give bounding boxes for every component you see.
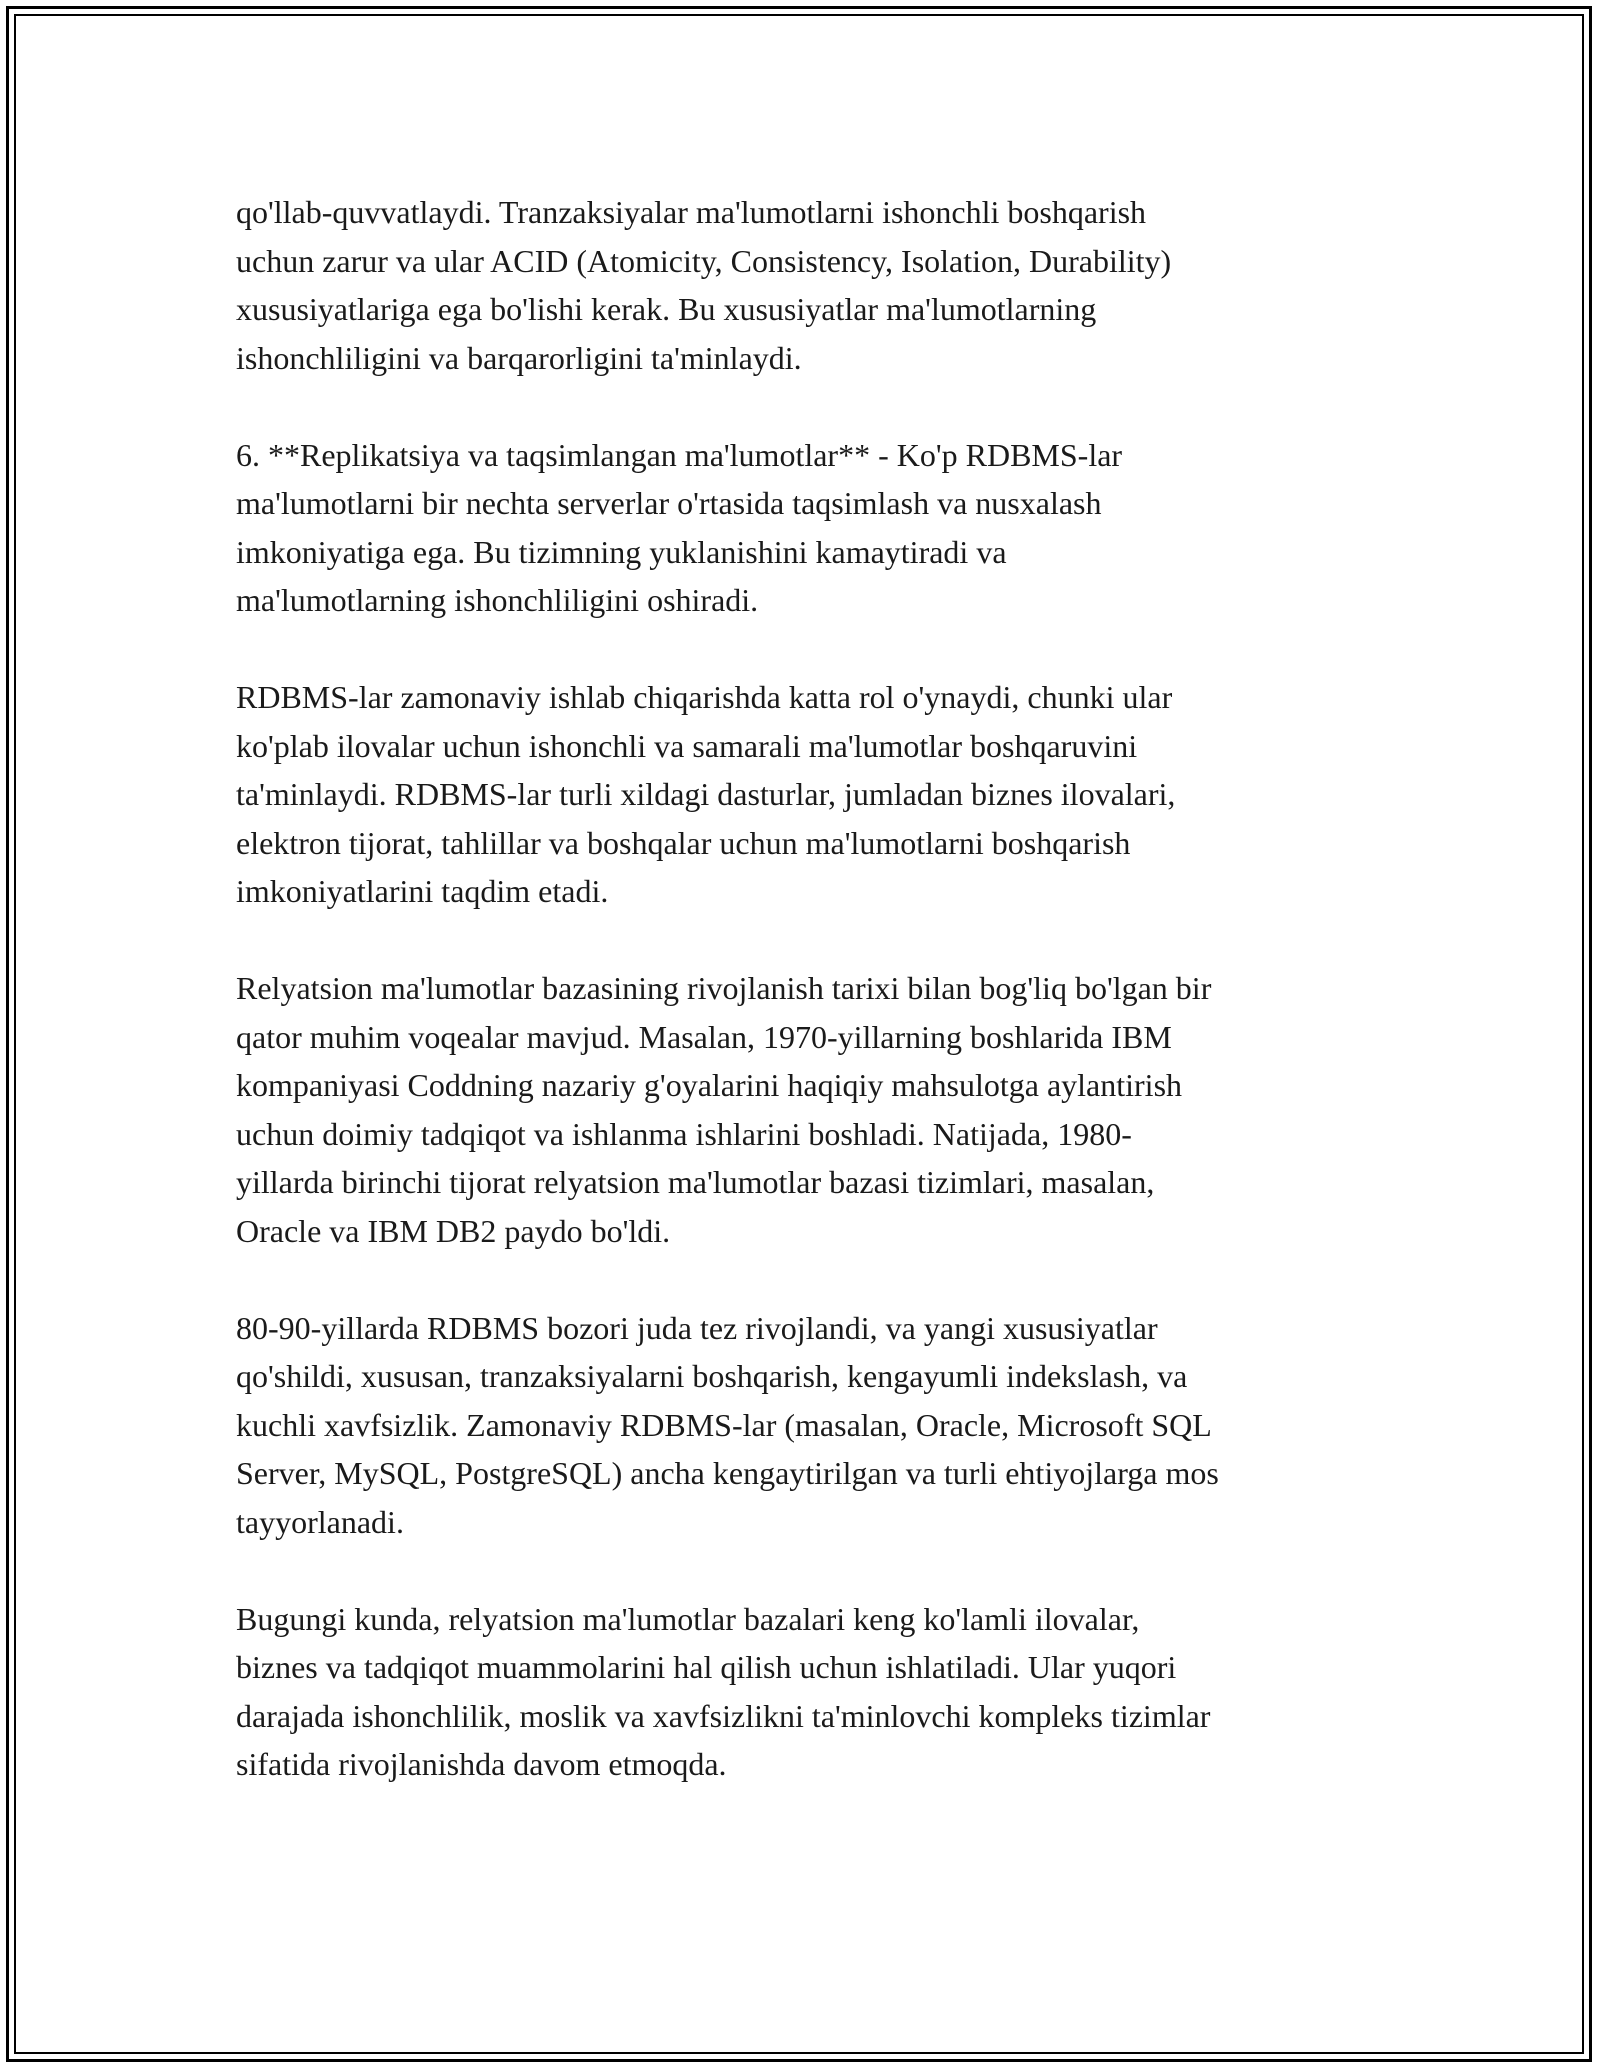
text-line: ko'plab ilovalar uchun ishonchli va samarali ma'lumotlar boshqaruvini [236, 727, 1138, 764]
paragraph-market-growth [236, 1304, 1386, 1547]
paragraph-history [236, 964, 1386, 1255]
text-line: imkoniyatlarini taqdim etadi. [236, 873, 609, 909]
text-line: RDBMS-lar zamonaviy ishlab chiqarishda katta rol o'ynaydi, chunki ular [236, 679, 1173, 715]
text-line: darajada ishonchlilik, moslik va xavfsizlikni ta'minlovchi kompleks tizimlar [236, 1697, 1211, 1734]
text-line: imkoniyatiga ega. Bu tizimning yuklanishini kamaytiradi va [236, 533, 1007, 570]
text-line: kuchli xavfsizlik. Zamonaviy RDBMS-lar (masalan, Oracle, Microsoft SQL [236, 1406, 1212, 1443]
text-line: kompaniyasi Coddning nazariy g'oyalarini haqiqiy mahsulotga aylantirish [236, 1067, 1183, 1103]
document-body [236, 188, 1386, 1837]
text-line: Oracle va IBM DB2 paydo bo'ldi. [236, 1212, 671, 1249]
text-line: yillarda birinchi tijorat relyatsion ma'lumotlar bazasi tizimlari, masalan, [236, 1164, 1155, 1200]
text-line: biznes va tadqiqot muammolarini hal qilish uchun ishlatiladi. Ular yuqori [236, 1649, 1177, 1685]
text-line: xususiyatlariga ega bo'lishi kerak. Bu xususiyatlar ma'lumotlarning [236, 291, 1097, 327]
text-line: 80-90-yillarda RDBMS bozori juda tez rivojlandi, va yangi xususiyatlar [236, 1309, 1158, 1346]
text-line: elektron tijorat, tahlillar va boshqalar uchun ma'lumotlarni boshqarish [236, 824, 1131, 861]
paragraph-today [236, 1595, 1386, 1789]
text-line: ishonchliligini va barqarorligini ta'minlaydi. [236, 339, 802, 376]
paragraph-acid-transactions [236, 188, 1386, 382]
text-line: tayyorlanadi. [236, 1503, 404, 1540]
text-line: Relyatsion ma'lumotlar bazasining rivojlanish tarixi bilan bog'liq bo'lgan bir [236, 970, 1212, 1006]
text-line: qo'llab-quvvatlaydi. Tranzaksiyalar ma'lumotlarni ishonchli boshqarish [236, 194, 1147, 230]
text-line: sifatida rivojlanishda davom etmoqda. [236, 1746, 727, 1782]
text-line: Bugungi kunda, relyatsion ma'lumotlar bazalari keng ko'lamli ilovalar, [236, 1600, 1140, 1637]
text-line: uchun zarur va ular ACID (Atomicity, Consistency, Isolation, Durability) [236, 242, 1172, 279]
text-line: 6. **Replikatsiya va taqsimlangan ma'lumotlar** - Ko'p RDBMS-lar [236, 436, 1123, 473]
paragraph-rdbms-role [236, 673, 1386, 916]
text-line: ta'minlaydi. RDBMS-lar turli xildagi dasturlar, jumladan biznes ilovalari, [236, 776, 1176, 812]
text-line: ma'lumotlarning ishonchliligini oshiradi. [236, 582, 759, 618]
text-line: uchun doimiy tadqiqot va ishlanma ishlarini boshladi. Natijada, 1980- [236, 1115, 1132, 1152]
text-line: qo'shildi, xususan, tranzaksiyalarni boshqarish, kengayumli indekslash, va [236, 1358, 1188, 1394]
text-line: ma'lumotlarni bir nechta serverlar o'rtasida taqsimlash va nusxalash [236, 485, 1102, 521]
text-line: Server, MySQL, PostgreSQL) ancha kengaytirilgan va turli ehtiyojlarga mos [236, 1455, 1219, 1491]
text-line: qator muhim voqealar mavjud. Masalan, 1970-yillarning boshlarida IBM [236, 1018, 1172, 1055]
paragraph-replication [236, 431, 1386, 625]
